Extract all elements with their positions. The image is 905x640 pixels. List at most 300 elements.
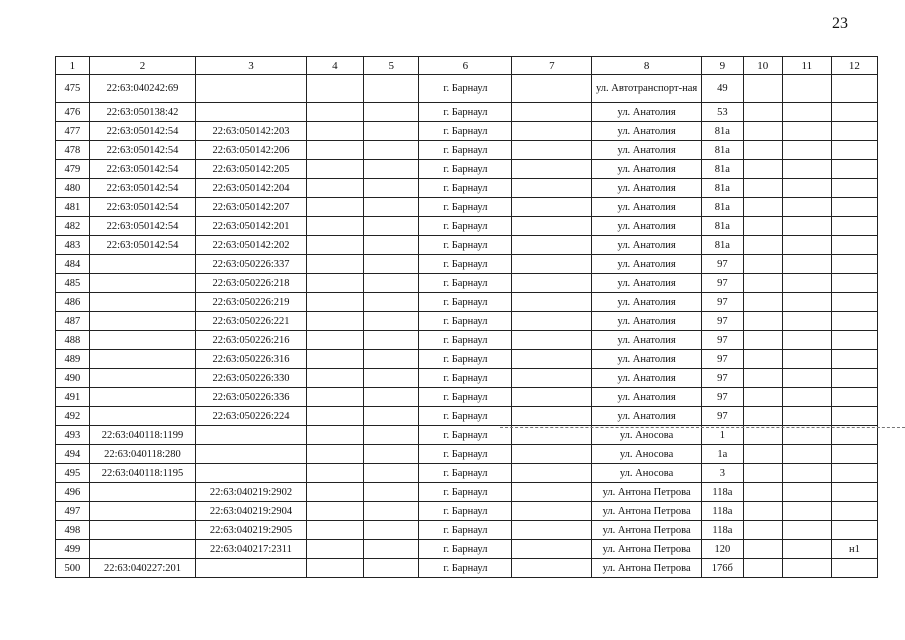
cell-cadastral-number-parcel [89,312,195,331]
cell-col-7 [512,483,592,502]
cell-cadastral-number-building: 22:63:050226:224 [196,407,307,426]
cell-row-number: 486 [56,293,90,312]
cell-city: г. Барнаул [419,445,512,464]
cell-note [831,122,877,141]
cell-house-number: 97 [701,388,743,407]
cell-row-number: 492 [56,407,90,426]
cell-cadastral-number-parcel: 22:63:040242:69 [89,75,195,103]
table-row [56,103,878,122]
cell-street: ул. Автотранспорт-ная [592,75,702,103]
cell-cadastral-number-parcel [89,502,195,521]
cell-city: г. Барнаул [419,350,512,369]
cell-street: ул. Антона Петрова [592,521,702,540]
column-header-3: 3 [196,57,307,75]
cell-city: г. Барнаул [419,160,512,179]
cell-street: ул. Анатолия [592,160,702,179]
cell-street: ул. Анатолия [592,407,702,426]
cell-col-7 [512,160,592,179]
cell-street: ул. Аносова [592,464,702,483]
cell-row-number: 487 [56,312,90,331]
cell-street: ул. Анатолия [592,331,702,350]
cell-col-4 [306,388,363,407]
cell-city: г. Барнаул [419,559,512,578]
cell-row-number: 490 [56,369,90,388]
cell-row-number: 482 [56,217,90,236]
cell-col-10 [743,255,782,274]
column-header-8: 8 [592,57,702,75]
table-row [56,559,878,578]
cell-note [831,217,877,236]
cell-cadastral-number-building: 22:63:050226:216 [196,331,307,350]
cell-col-10 [743,502,782,521]
cell-col-11 [782,274,831,293]
cell-cadastral-number-parcel: 22:63:040227:201 [89,559,195,578]
cell-house-number: 81а [701,236,743,255]
cell-col-10 [743,141,782,160]
cell-cadastral-number-building: 22:63:050142:203 [196,122,307,141]
table-row [56,179,878,198]
cell-col-11 [782,540,831,559]
cell-col-11 [782,103,831,122]
cell-col-7 [512,445,592,464]
cell-col-4 [306,559,363,578]
cell-note [831,312,877,331]
cell-city: г. Барнаул [419,502,512,521]
table-row [56,350,878,369]
cell-note [831,274,877,293]
cell-col-10 [743,122,782,141]
cell-col-10 [743,331,782,350]
cell-row-number: 496 [56,483,90,502]
table-body [56,75,878,578]
cell-house-number: 53 [701,103,743,122]
cell-street: ул. Антона Петрова [592,559,702,578]
cell-city: г. Барнаул [419,255,512,274]
cell-street: ул. Анатолия [592,293,702,312]
cell-house-number: 176б [701,559,743,578]
cell-house-number: 1а [701,445,743,464]
cell-note [831,464,877,483]
cell-city: г. Барнаул [419,521,512,540]
cell-note [831,331,877,350]
cell-col-10 [743,483,782,502]
cell-col-4 [306,122,363,141]
cell-col-5 [364,236,419,255]
table-row [56,464,878,483]
cell-note [831,179,877,198]
cell-col-7 [512,103,592,122]
table-row [56,141,878,160]
cell-col-10 [743,103,782,122]
column-header-11: 11 [782,57,831,75]
cell-col-7 [512,388,592,407]
cell-row-number: 477 [56,122,90,141]
cell-cadastral-number-parcel [89,483,195,502]
cell-cadastral-number-building: 22:63:050226:330 [196,369,307,388]
cell-house-number: 81а [701,198,743,217]
cell-col-11 [782,331,831,350]
cell-col-11 [782,464,831,483]
cell-city: г. Барнаул [419,198,512,217]
cell-col-5 [364,331,419,350]
cell-col-5 [364,540,419,559]
cell-row-number: 497 [56,502,90,521]
cell-cadastral-number-parcel [89,331,195,350]
cell-cadastral-number-parcel [89,350,195,369]
cell-col-5 [364,464,419,483]
column-header-2: 2 [89,57,195,75]
cell-col-4 [306,274,363,293]
cell-col-5 [364,141,419,160]
cell-street: ул. Анатолия [592,236,702,255]
cell-col-5 [364,559,419,578]
cell-city: г. Барнаул [419,312,512,331]
cell-col-11 [782,160,831,179]
cell-cadastral-number-building: 22:63:040219:2902 [196,483,307,502]
cell-col-5 [364,274,419,293]
cell-street: ул. Анатолия [592,141,702,160]
cell-note [831,75,877,103]
cell-col-10 [743,293,782,312]
cell-col-4 [306,331,363,350]
cell-col-10 [743,350,782,369]
cell-col-11 [782,559,831,578]
cell-note [831,198,877,217]
cell-col-4 [306,369,363,388]
cell-col-7 [512,502,592,521]
table-row [56,369,878,388]
cell-city: г. Барнаул [419,179,512,198]
cell-street: ул. Анатолия [592,198,702,217]
cell-row-number: 499 [56,540,90,559]
cell-city: г. Барнаул [419,464,512,483]
cell-house-number: 118а [701,483,743,502]
cell-row-number: 500 [56,559,90,578]
cell-house-number: 97 [701,407,743,426]
cell-col-7 [512,426,592,445]
page-number: 23 [832,15,848,32]
cell-col-5 [364,103,419,122]
cell-note [831,255,877,274]
cell-col-5 [364,483,419,502]
cell-col-10 [743,445,782,464]
cell-house-number: 97 [701,274,743,293]
cell-city: г. Барнаул [419,426,512,445]
cell-col-7 [512,255,592,274]
cell-col-4 [306,350,363,369]
cell-col-4 [306,255,363,274]
cell-col-11 [782,312,831,331]
cell-row-number: 495 [56,464,90,483]
cell-note [831,388,877,407]
cell-col-4 [306,293,363,312]
cell-city: г. Барнаул [419,236,512,255]
cell-cadastral-number-building: 22:63:050142:205 [196,160,307,179]
cell-cadastral-number-building: 22:63:050142:206 [196,141,307,160]
cell-note [831,350,877,369]
cell-cadastral-number-parcel [89,521,195,540]
cell-col-5 [364,521,419,540]
cell-col-10 [743,274,782,293]
column-header-4: 4 [306,57,363,75]
table-row [56,160,878,179]
cell-cadastral-number-parcel [89,293,195,312]
cell-col-5 [364,369,419,388]
cell-col-5 [364,502,419,521]
cell-cadastral-number-parcel [89,540,195,559]
cell-col-4 [306,407,363,426]
cell-cadastral-number-building: 22:63:050226:316 [196,350,307,369]
cell-cadastral-number-parcel [89,407,195,426]
cell-row-number: 479 [56,160,90,179]
cell-row-number: 483 [56,236,90,255]
cell-col-7 [512,540,592,559]
cell-col-11 [782,198,831,217]
cell-street: ул. Антона Петрова [592,540,702,559]
cell-house-number: 118а [701,502,743,521]
cell-col-11 [782,75,831,103]
cell-col-4 [306,521,363,540]
cell-row-number: 476 [56,103,90,122]
column-header-1: 1 [56,57,90,75]
cell-col-11 [782,407,831,426]
cell-cadastral-number-parcel: 22:63:050142:54 [89,122,195,141]
cell-street: ул. Анатолия [592,179,702,198]
cell-note: н1 [831,540,877,559]
cell-col-4 [306,483,363,502]
table-row [56,312,878,331]
cell-cadastral-number-building: 22:63:050142:207 [196,198,307,217]
cell-col-4 [306,198,363,217]
cell-house-number: 97 [701,369,743,388]
cell-col-7 [512,312,592,331]
cell-col-7 [512,198,592,217]
cell-city: г. Барнаул [419,75,512,103]
cell-street: ул. Анатолия [592,312,702,331]
cell-col-11 [782,293,831,312]
cell-col-7 [512,464,592,483]
cell-col-11 [782,445,831,464]
table-row [56,445,878,464]
cell-cadastral-number-building: 22:63:050226:221 [196,312,307,331]
cell-col-5 [364,407,419,426]
cell-note [831,369,877,388]
cell-col-5 [364,255,419,274]
cell-col-11 [782,388,831,407]
cell-street: ул. Анатолия [592,103,702,122]
cell-col-10 [743,540,782,559]
cell-col-5 [364,122,419,141]
cell-note [831,103,877,122]
cell-col-7 [512,331,592,350]
cell-row-number: 498 [56,521,90,540]
cell-city: г. Барнаул [419,293,512,312]
cell-house-number: 81а [701,122,743,141]
cell-col-7 [512,236,592,255]
cell-col-11 [782,141,831,160]
cell-col-10 [743,388,782,407]
cell-city: г. Барнаул [419,274,512,293]
cell-cadastral-number-building: 22:63:050226:337 [196,255,307,274]
cell-note [831,445,877,464]
cell-city: г. Барнаул [419,540,512,559]
cell-cadastral-number-building: 22:63:050226:336 [196,388,307,407]
cell-house-number: 97 [701,331,743,350]
table-row [56,255,878,274]
cell-cadastral-number-parcel: 22:63:050142:54 [89,217,195,236]
cell-col-11 [782,179,831,198]
cell-col-10 [743,217,782,236]
cell-col-11 [782,217,831,236]
table-row [56,293,878,312]
cell-row-number: 484 [56,255,90,274]
cell-row-number: 481 [56,198,90,217]
cell-col-4 [306,502,363,521]
cell-cadastral-number-building: 22:63:040219:2905 [196,521,307,540]
cell-col-10 [743,236,782,255]
cell-house-number: 120 [701,540,743,559]
cell-col-7 [512,274,592,293]
cell-col-7 [512,350,592,369]
cell-house-number: 97 [701,312,743,331]
cell-cadastral-number-building [196,103,307,122]
cell-col-5 [364,217,419,236]
table-row [56,75,878,103]
cell-col-7 [512,122,592,141]
address-register-table [55,56,878,578]
cell-col-11 [782,521,831,540]
cell-cadastral-number-building [196,445,307,464]
cell-col-4 [306,426,363,445]
cell-cadastral-number-building [196,426,307,445]
cell-street: ул. Аносова [592,426,702,445]
cell-col-10 [743,75,782,103]
scan-artifact-line [500,427,905,428]
cell-row-number: 475 [56,75,90,103]
cell-cadastral-number-building: 22:63:040219:2904 [196,502,307,521]
cell-row-number: 478 [56,141,90,160]
cell-col-5 [364,445,419,464]
cell-col-11 [782,502,831,521]
cell-street: ул. Анатолия [592,217,702,236]
table-row [56,502,878,521]
column-header-10: 10 [743,57,782,75]
cell-col-4 [306,540,363,559]
cell-col-5 [364,426,419,445]
cell-city: г. Барнаул [419,331,512,350]
cell-col-11 [782,369,831,388]
cell-col-5 [364,179,419,198]
cell-col-5 [364,312,419,331]
cell-col-7 [512,293,592,312]
cell-city: г. Барнаул [419,217,512,236]
cell-col-4 [306,464,363,483]
cell-city: г. Барнаул [419,388,512,407]
cell-cadastral-number-parcel [89,255,195,274]
cell-city: г. Барнаул [419,103,512,122]
cell-city: г. Барнаул [419,407,512,426]
cell-cadastral-number-parcel: 22:63:050142:54 [89,198,195,217]
cell-col-4 [306,75,363,103]
column-header-12: 12 [831,57,877,75]
cell-cadastral-number-parcel: 22:63:050138:42 [89,103,195,122]
cell-street: ул. Анатолия [592,122,702,141]
column-header-6: 6 [419,57,512,75]
cell-col-10 [743,179,782,198]
table-row [56,521,878,540]
cell-city: г. Барнаул [419,141,512,160]
cell-col-4 [306,445,363,464]
cell-col-10 [743,312,782,331]
cell-note [831,521,877,540]
cell-col-4 [306,103,363,122]
cell-note [831,141,877,160]
cell-house-number: 81а [701,179,743,198]
cell-col-5 [364,350,419,369]
cell-house-number: 81а [701,217,743,236]
table-row [56,407,878,426]
cell-col-7 [512,407,592,426]
cell-row-number: 494 [56,445,90,464]
cell-col-5 [364,293,419,312]
cell-cadastral-number-parcel: 22:63:040118:280 [89,445,195,464]
table-row [56,331,878,350]
cell-cadastral-number-building: 22:63:050226:219 [196,293,307,312]
cell-cadastral-number-building [196,464,307,483]
cell-note [831,160,877,179]
cell-row-number: 491 [56,388,90,407]
cell-house-number: 81а [701,160,743,179]
cell-col-10 [743,464,782,483]
cell-col-11 [782,483,831,502]
cell-street: ул. Аносова [592,445,702,464]
table-row [56,198,878,217]
cell-cadastral-number-parcel: 22:63:050142:54 [89,236,195,255]
cell-street: ул. Анатолия [592,369,702,388]
cell-col-11 [782,426,831,445]
cell-house-number: 81а [701,141,743,160]
cell-col-7 [512,559,592,578]
cell-street: ул. Антона Петрова [592,502,702,521]
cell-col-4 [306,179,363,198]
cell-note [831,483,877,502]
cell-city: г. Барнаул [419,483,512,502]
cell-house-number: 49 [701,75,743,103]
cell-col-7 [512,141,592,160]
cell-note [831,407,877,426]
cell-cadastral-number-parcel [89,274,195,293]
cell-row-number: 480 [56,179,90,198]
cell-col-4 [306,141,363,160]
cell-col-10 [743,521,782,540]
cell-cadastral-number-building: 22:63:040217:2311 [196,540,307,559]
cell-col-11 [782,255,831,274]
cell-cadastral-number-building [196,559,307,578]
cell-cadastral-number-building: 22:63:050226:218 [196,274,307,293]
cell-col-11 [782,122,831,141]
cell-street: ул. Анатолия [592,350,702,369]
column-header-9: 9 [701,57,743,75]
cell-col-5 [364,198,419,217]
cell-col-10 [743,426,782,445]
cell-row-number: 485 [56,274,90,293]
cell-col-7 [512,75,592,103]
cell-col-4 [306,312,363,331]
cell-cadastral-number-parcel: 22:63:040118:1199 [89,426,195,445]
cell-col-10 [743,559,782,578]
column-number-header [56,57,878,75]
cell-house-number: 1 [701,426,743,445]
